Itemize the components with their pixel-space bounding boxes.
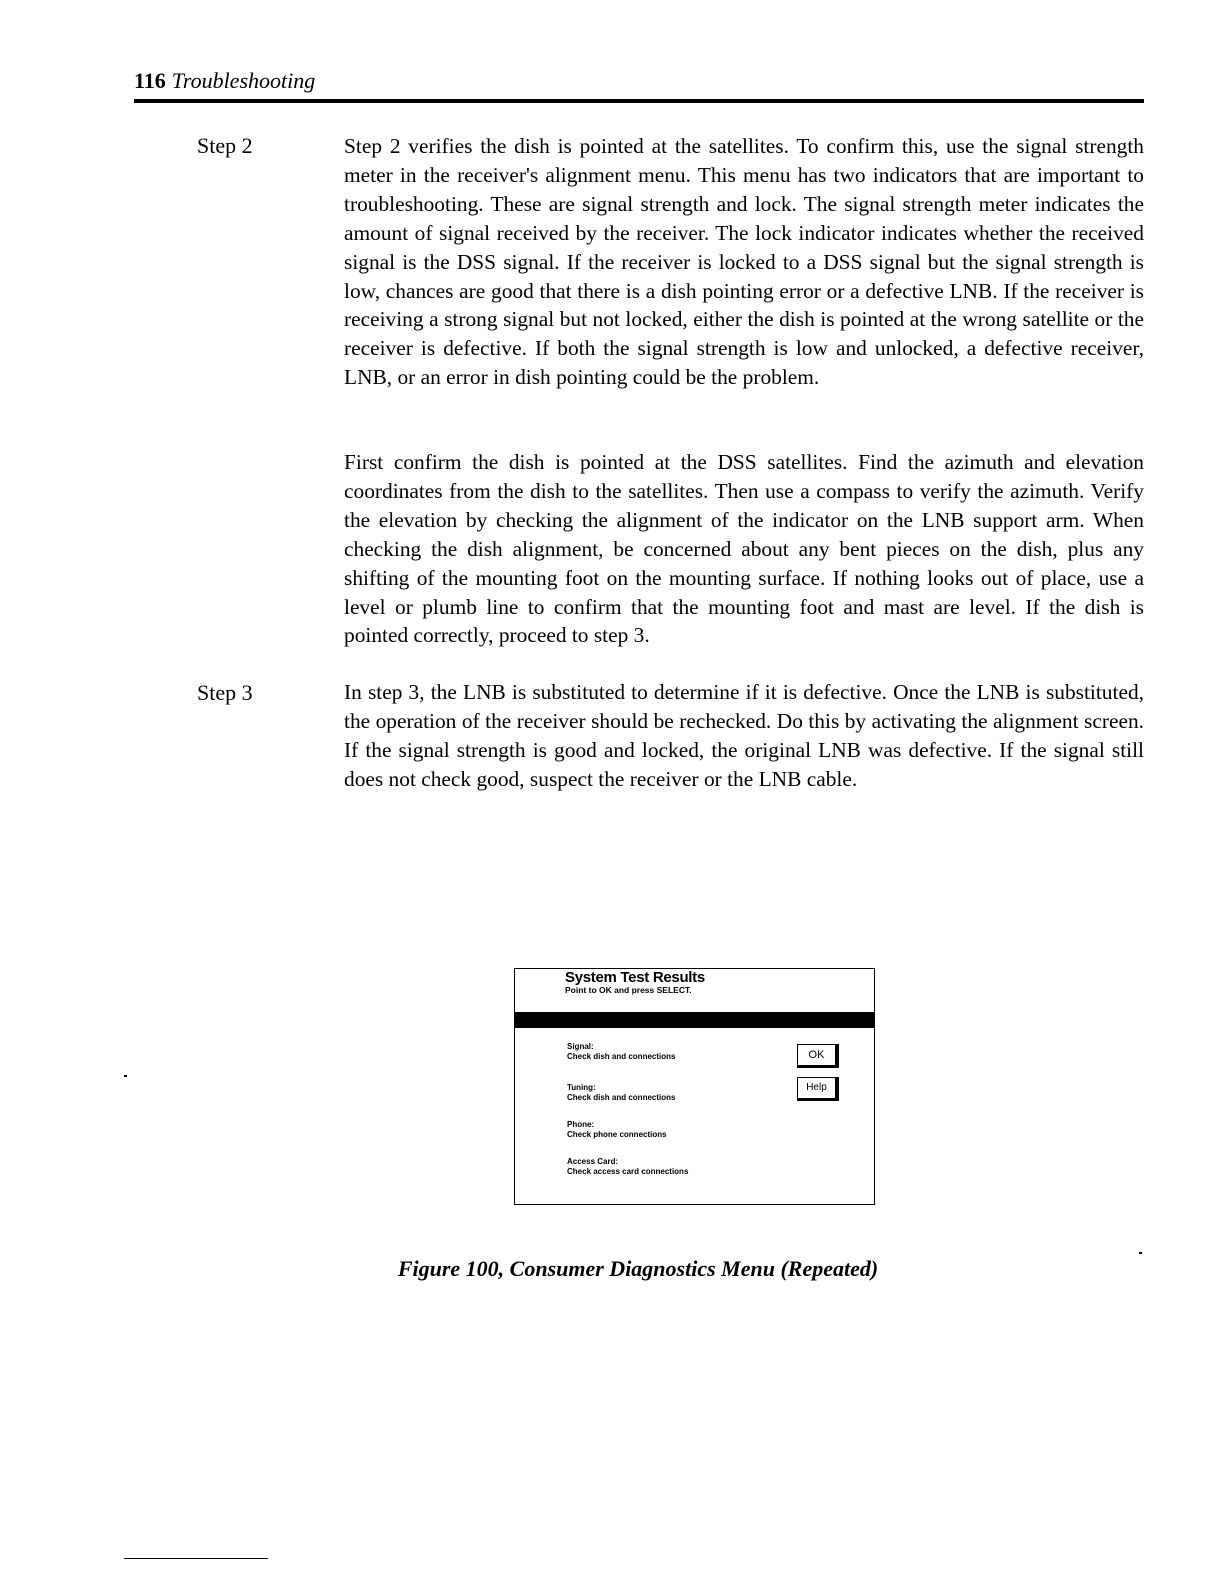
diagnostic-access-card bbox=[567, 1157, 688, 1176]
footnote-rule bbox=[124, 1558, 268, 1559]
diagnostic-label: Access Card: bbox=[567, 1157, 619, 1166]
diagnostic-tuning bbox=[567, 1083, 675, 1102]
diagnostic-value: Check dish and connections bbox=[567, 1051, 676, 1061]
diagnostic-value: Check dish and connections bbox=[567, 1092, 676, 1102]
header-rule bbox=[134, 99, 1144, 103]
diagnostic-phone bbox=[567, 1120, 667, 1139]
diagnostic-label: Tuning: bbox=[567, 1083, 596, 1092]
diagnostic-value: Check access card connections bbox=[567, 1166, 689, 1176]
diagnostic-label: Phone: bbox=[567, 1120, 595, 1129]
highlight-bar bbox=[515, 1012, 874, 1028]
scan-speck bbox=[1139, 1252, 1142, 1254]
ok-button[interactable]: OK bbox=[797, 1044, 839, 1068]
page-header bbox=[134, 68, 315, 94]
step-2-label: Step 2 bbox=[197, 133, 253, 158]
screen-title: System Test Results bbox=[565, 969, 705, 986]
step-2-paragraph-2: First confirm the dish is pointed at the DSS satellites. Find the azimuth and elevation coordinates from the dish to the satellites. Then use a compass to verify the azimuth. Verify the elevation by checking the alignment of the indicator on the LNB support arm. When checking the dish alignment, be concerned about any bent pieces on the dish, plus any shifting of the mounting foot on the mounting surface. If nothing looks out of place, use a level or plumb line to confirm that the mounting foot and mast are level. If the dish is pointed correctly, proceed to step 3. bbox=[344, 450, 1144, 648]
page-number: 116 bbox=[134, 68, 166, 93]
diagnostic-label: Signal: bbox=[567, 1042, 594, 1051]
diagnostic-value: Check phone connections bbox=[567, 1129, 667, 1139]
help-button[interactable]: Help bbox=[797, 1077, 839, 1101]
step-3-label: Step 3 bbox=[197, 680, 253, 705]
figure-caption: Figure 100, Consumer Diagnostics Menu (Repeated) bbox=[397, 1256, 879, 1281]
step-2-paragraph-1: Step 2 verifies the dish is pointed at the satellites. To confirm this, use the signal strength meter in the receiver's alignment menu. This menu has two indicators that are important to troubleshooting. These are signal strength and lock. The signal strength meter indicates the amount of signal received by the receiver. The lock indicator indicates whether the received signal is the DSS signal. If the receiver is locked to a DSS signal but the signal strength is low, chances are good that there is a dish pointing error or a defective LNB. If the receiver is receiving a strong signal but not locked, either the dish is pointed at the wrong satellite or the receiver is defective. If both the signal strength is low and unlocked, a defective receiver, LNB, or an error in dish pointing could be the problem. bbox=[344, 134, 1144, 390]
screen-subtitle: Point to OK and press SELECT. bbox=[565, 985, 692, 995]
step-3-paragraph: In step 3, the LNB is substituted to determine if it is defective. Once the LNB is substituted, the operation of the receiver should be rechecked. Do this by activating the alignment screen. If the signal strength is good and locked, the original LNB was defective. If the signal still does not check good, suspect the receiver or the LNB cable. bbox=[344, 680, 1144, 791]
section-title: Troubleshooting bbox=[171, 68, 316, 93]
scan-speck bbox=[124, 1075, 127, 1077]
diagnostic-signal bbox=[567, 1042, 675, 1061]
system-test-results-screen bbox=[514, 968, 875, 1205]
